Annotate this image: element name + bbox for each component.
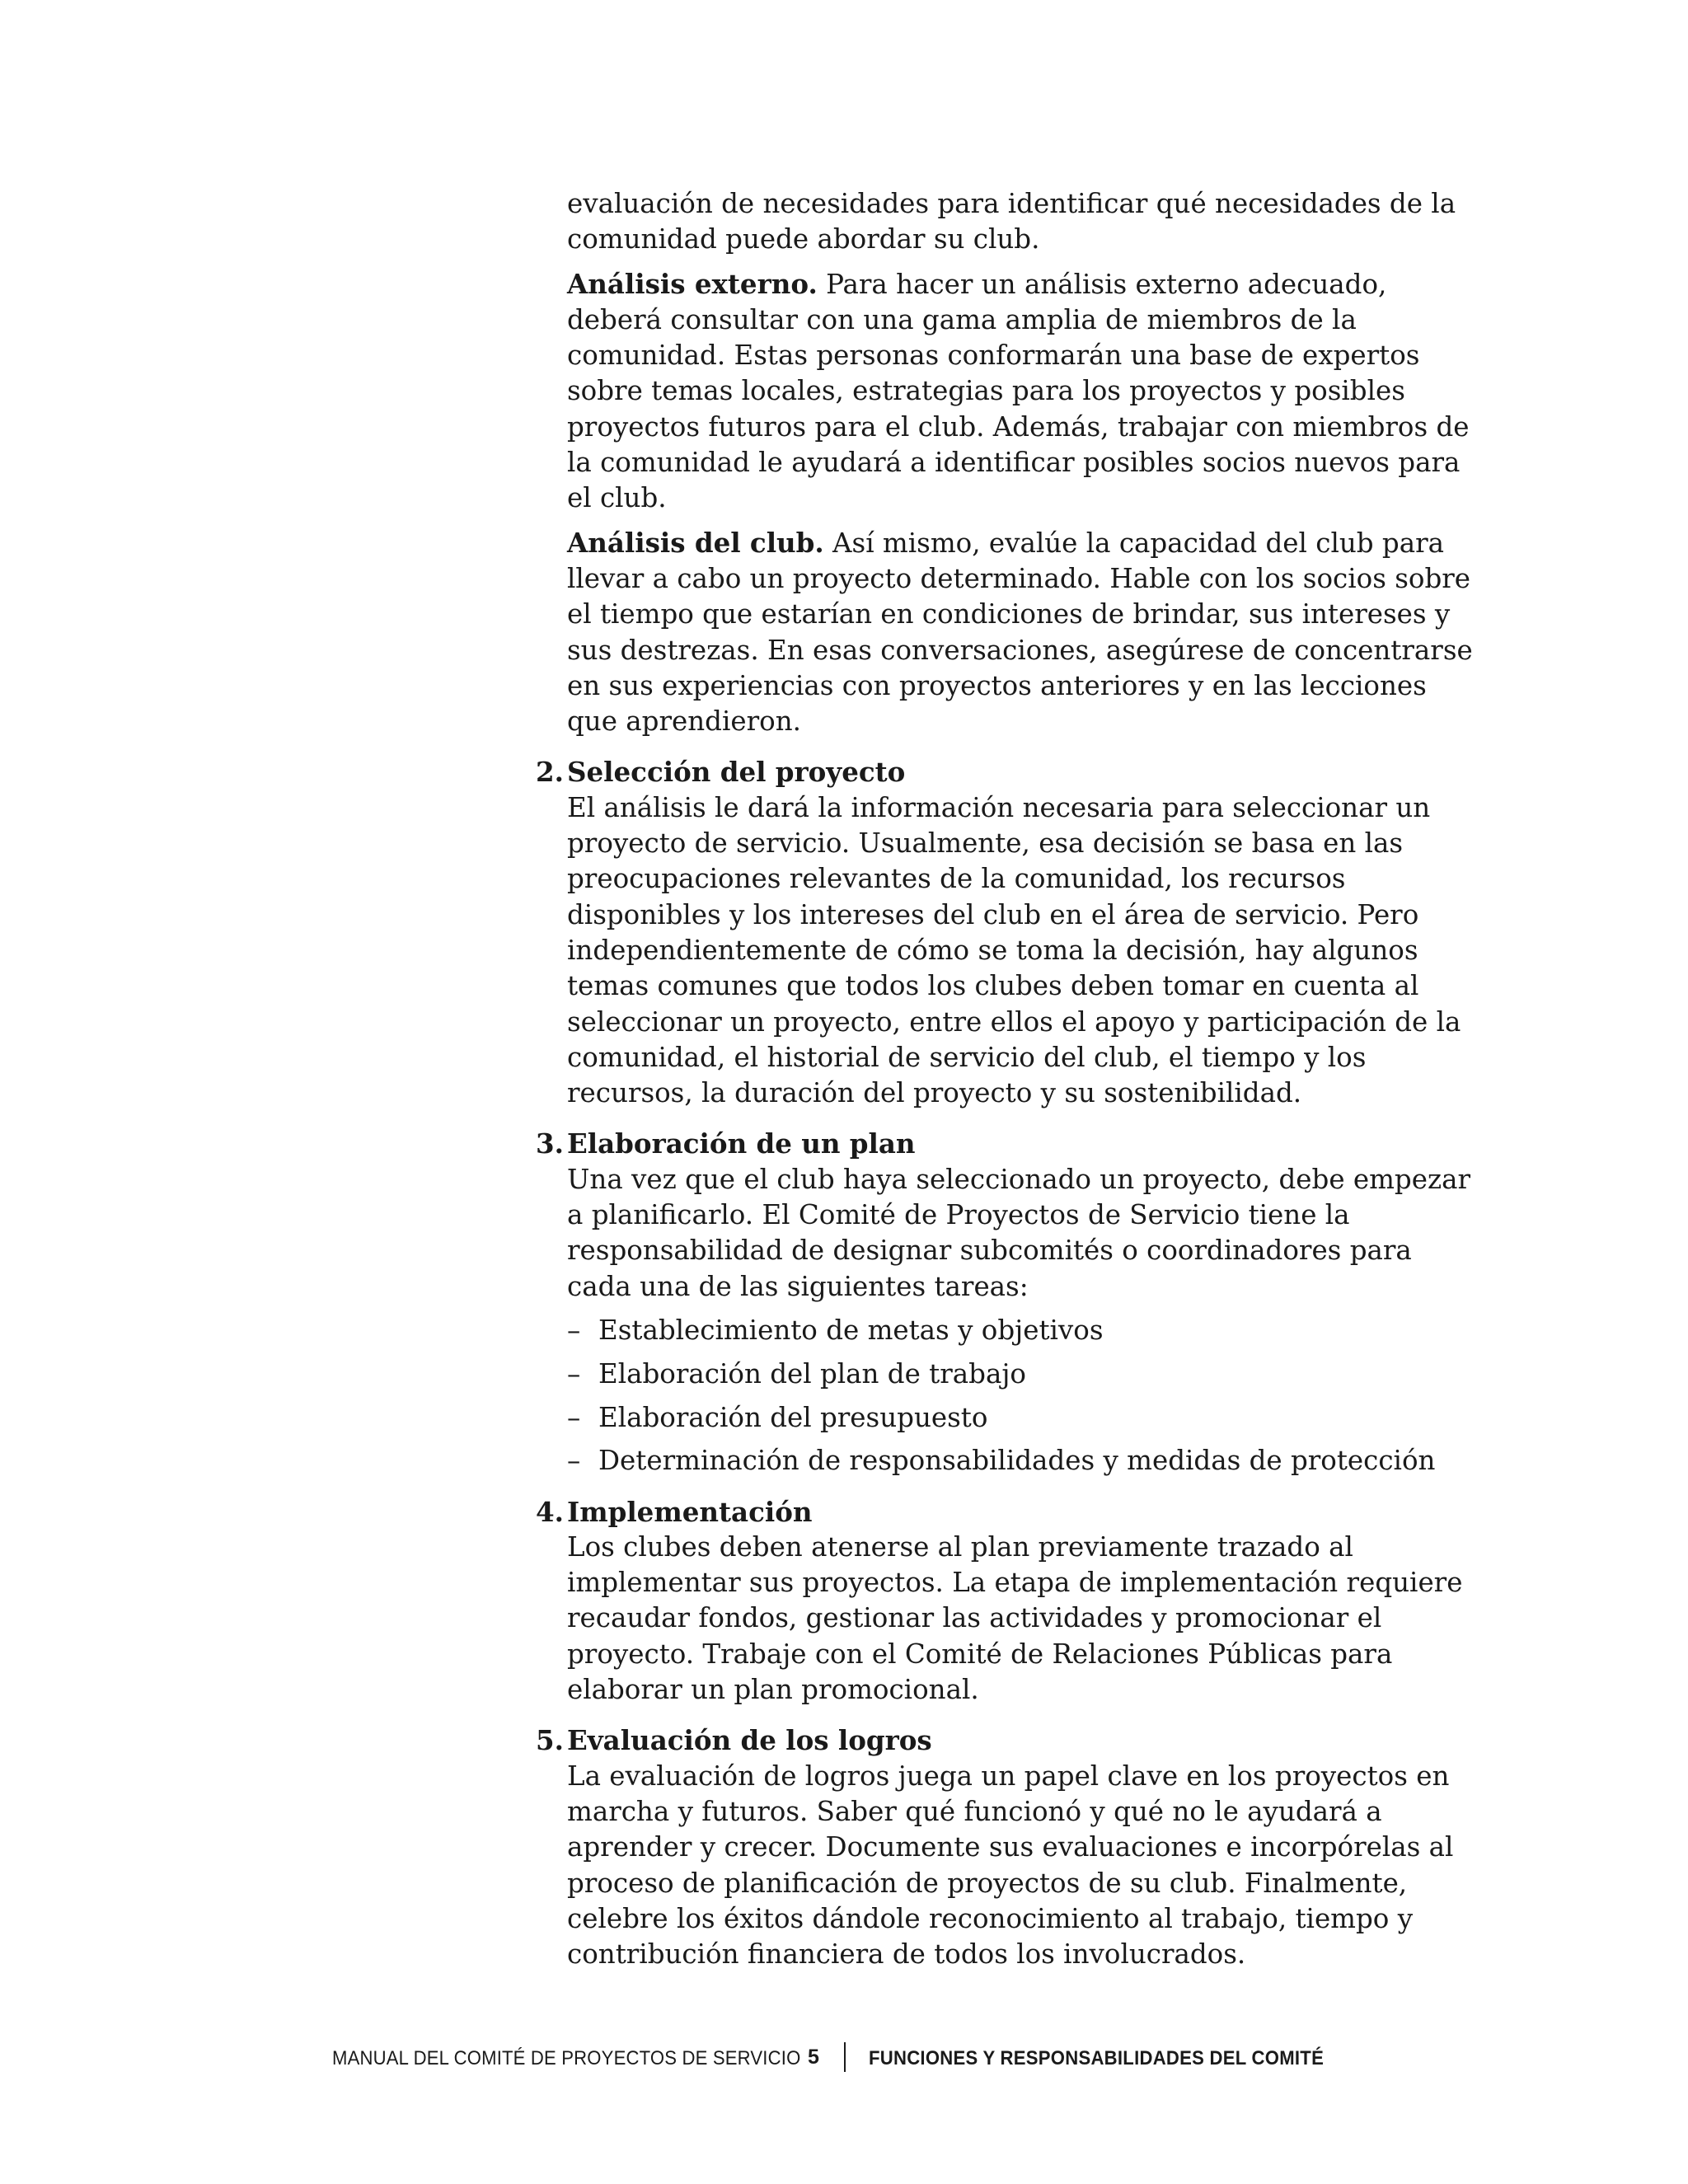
section-body: El análisis le dará la información necesaria para seleccionar un proyecto de servicio. Usualmente, esa decisión se basa en las preocupaciones relevantes de la comunidad, los recursos disponibles y los intereses del club en el área de servicio. Pero independientemente de cómo se toma la decisión, hay algunos temas comunes que todos los clubes deben tomar en cuenta al seleccionar un proyecto, entre ellos el apoyo y participación de la comunidad, el historial de servicio del club, el tiempo y los recursos, la duración del proyecto y su sostenibilidad. bbox=[567, 791, 1461, 1109]
section-body: Los clubes deben atenerse al plan previamente trazado al implementar sus proyectos. La etapa de implementación requiere recaudar fondos, gestionar las actividades y promocionar el proyecto. Trabaje con el Comité de Relaciones Públicas para elaborar un plan promocional. bbox=[567, 1530, 1463, 1706]
section-number: 2. bbox=[536, 756, 564, 789]
section-body: Una vez que el club haya seleccionado un proyecto, debe empezar a planificarlo. El Comité de Proyectos de Servicio tiene la responsabilidad de designar subcomités o coordinadores para cada una de las siguientes tareas: bbox=[567, 1163, 1471, 1302]
footer-divider bbox=[844, 2042, 846, 2072]
list-item bbox=[567, 1443, 1482, 1479]
task-list bbox=[567, 1313, 1482, 1479]
section-plan-elaboration bbox=[536, 1126, 1482, 1479]
page-footer bbox=[0, 2042, 1688, 2075]
list-item-text: Elaboración del plan de trabajo bbox=[598, 1357, 1026, 1390]
section-heading: Evaluación de los logros bbox=[567, 1724, 932, 1757]
external-analysis-paragraph bbox=[567, 266, 1482, 517]
list-item bbox=[567, 1313, 1482, 1348]
footer-section-title: FUNCIONES Y RESPONSABILIDADES DEL COMITÉ bbox=[869, 2047, 1325, 2069]
list-item-text: Elaboración del presupuesto bbox=[598, 1401, 988, 1433]
section-number: 3. bbox=[536, 1127, 564, 1160]
club-analysis-lead: Análisis del club. bbox=[567, 526, 824, 559]
section-heading: Elaboración de un plan bbox=[567, 1127, 916, 1160]
list-item-text: Determinación de responsabilidades y medidas de protección bbox=[598, 1445, 1436, 1477]
section-project-selection bbox=[536, 754, 1482, 1111]
section-heading: Implementación bbox=[567, 1495, 813, 1528]
club-analysis-text: Así mismo, evalúe la capacidad del club para llevar a cabo un proyecto determinado. Hable con los socios sobre el tiempo que estarían en condiciones de brindar, sus intereses y sus destrezas. En esas conversaciones, asegúrese de concentrarse en sus experiencias con proyectos anteriores y en las lecciones que aprendieron. bbox=[567, 527, 1473, 738]
bullet-dash: – bbox=[567, 1445, 581, 1477]
bullet-dash: – bbox=[567, 1314, 581, 1346]
section-evaluation bbox=[536, 1722, 1482, 1972]
bullet-dash: – bbox=[567, 1357, 581, 1390]
external-analysis-text: Para hacer un análisis externo adecuado, deberá consultar con una gama amplia de miembros de la comunidad. Estas personas conformarán una base de expertos sobre temas locales, estrategias para los proyectos y posibles proyectos futuros para el club. Además, trabajar con miembros de la comunidad le ayudará a identificar posibles socios nuevos para el club. bbox=[567, 268, 1470, 514]
intro-paragraph: evaluación de necesidades para identificar qué necesidades de la comunidad puede abordar su club. bbox=[567, 188, 1456, 255]
section-implementation bbox=[536, 1494, 1482, 1708]
section-body: La evaluación de logros juega un papel clave en los proyectos en marcha y futuros. Saber qué funcionó y qué no le ayudará a aprender y crecer. Documente sus evaluaciones e incorpórelas al proceso de planificación de proyectos de su club. Finalmente, celebre los éxitos dándole reconocimiento al trabajo, tiempo y contribución financiera de todos los involucrados. bbox=[567, 1760, 1454, 1971]
list-item bbox=[567, 1400, 1482, 1436]
external-analysis-lead: Análisis externo. bbox=[567, 267, 818, 300]
section-heading: Selección del proyecto bbox=[567, 756, 906, 789]
section-number: 4. bbox=[536, 1495, 564, 1528]
club-analysis-paragraph bbox=[567, 525, 1482, 740]
document-body bbox=[536, 186, 1482, 1972]
list-item-text: Establecimiento de metas y objetivos bbox=[598, 1314, 1104, 1346]
section-number: 5. bbox=[536, 1724, 564, 1757]
bullet-dash: – bbox=[567, 1401, 581, 1433]
list-item bbox=[567, 1357, 1482, 1392]
footer-manual-title: MANUAL DEL COMITÉ DE PROYECTOS DE SERVICIO bbox=[332, 2047, 801, 2069]
footer-page-number: 5 bbox=[808, 2046, 819, 2069]
